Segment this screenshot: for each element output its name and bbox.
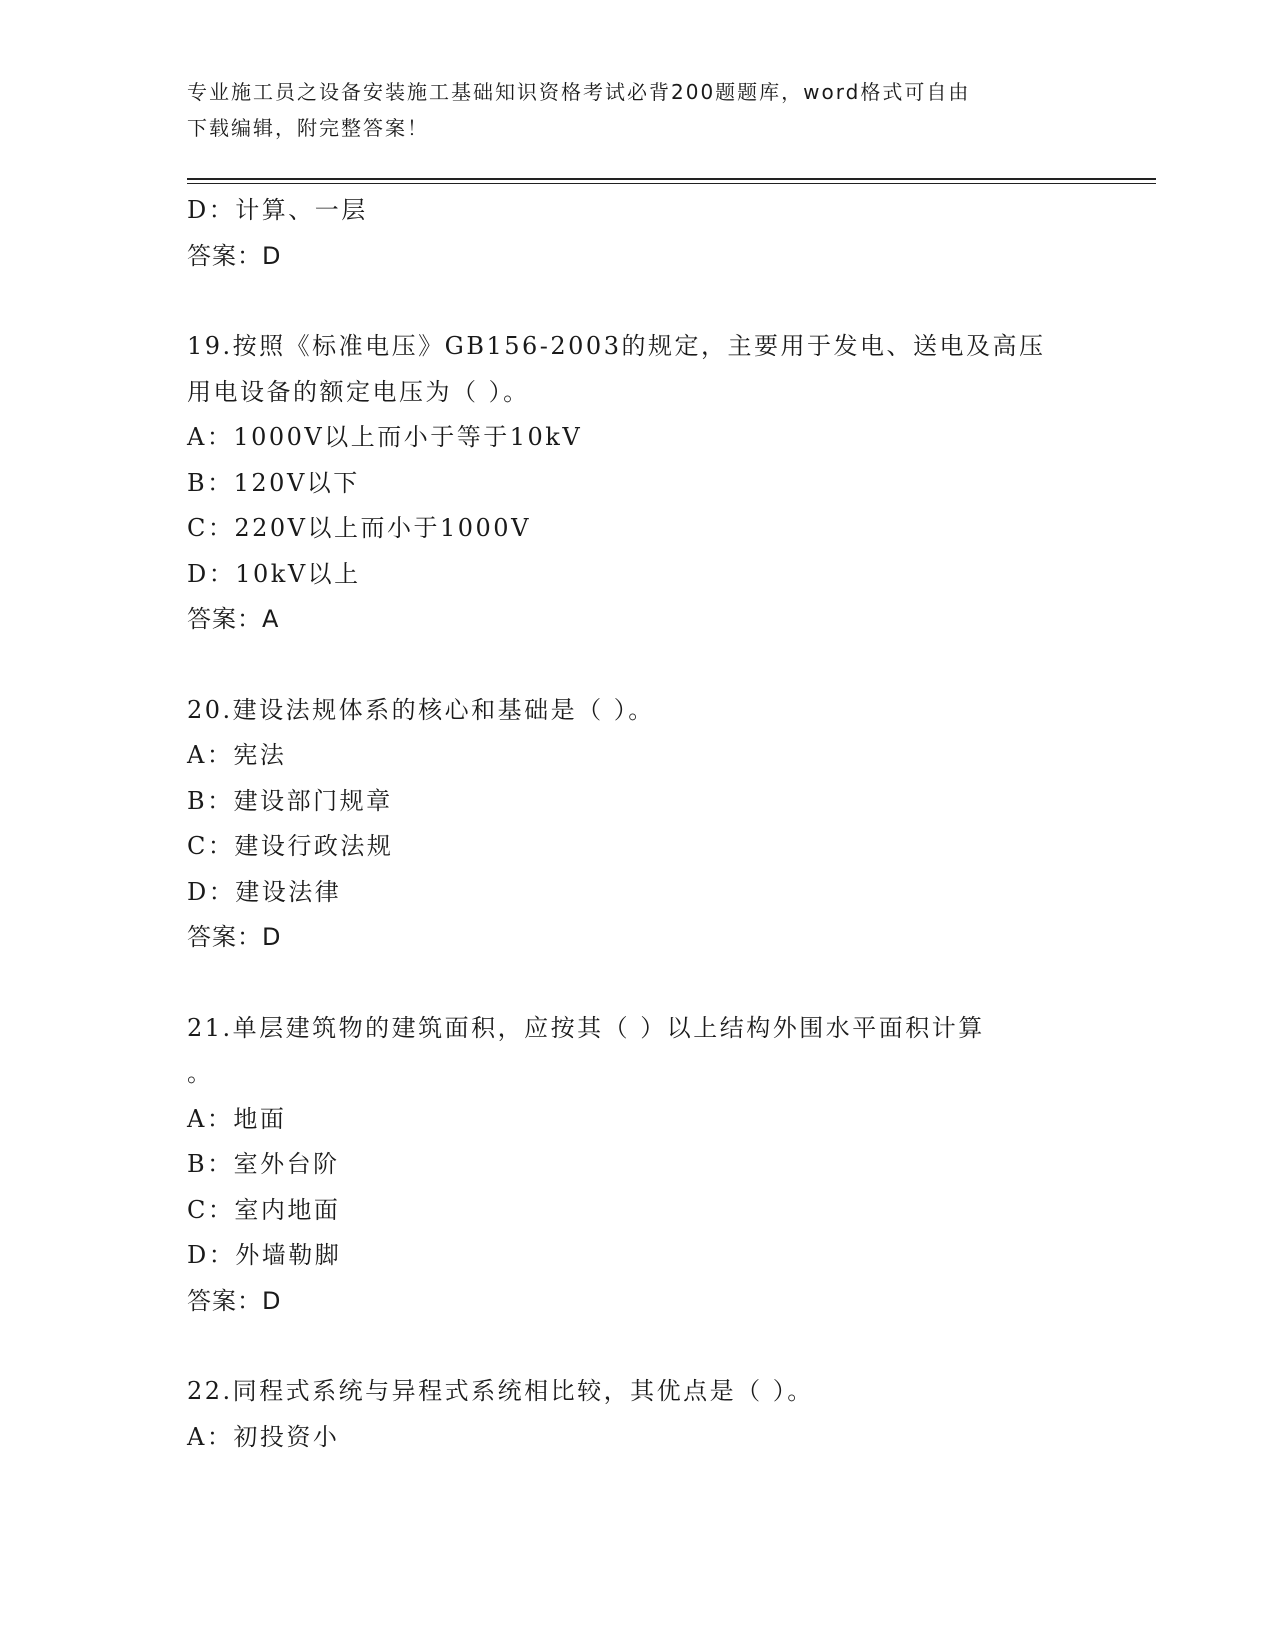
question-19 (187, 324, 1127, 643)
question-22 (187, 1369, 1127, 1460)
option-b: B：120V以下 (187, 468, 360, 497)
option-a: A：1000V以上而小于等于10kV (187, 423, 583, 451)
option-b: B：室外台阶 (187, 1150, 340, 1178)
question-stem-cont: 用电设备的额定电压为（ ）。 (187, 377, 530, 406)
q18-option-d: D：计算、一层 (187, 196, 368, 224)
answer: 答案：D (187, 923, 282, 951)
option-b: B：建设部门规章 (187, 786, 393, 815)
option-d: D：10kV以上 (187, 559, 361, 588)
document-header (187, 74, 1087, 146)
option-c: C：220V以上而小于1000V (187, 514, 531, 542)
option-c: C：建设行政法规 (187, 832, 394, 860)
question-stem: 19.按照《标准电压》GB156-2003的规定，主要用于发电、送电及高压 (187, 332, 1046, 360)
question-stem: 21.单层建筑物的建筑面积，应按其（ ）以上结构外围水平面积计算 (187, 1013, 985, 1042)
answer: 答案：D (187, 1286, 282, 1315)
question-21 (187, 1006, 1127, 1325)
option-a: A：初投资小 (187, 1422, 340, 1451)
q18-answer: 答案：D (187, 241, 282, 270)
option-a: A：宪法 (187, 741, 287, 769)
option-a: A：地面 (187, 1104, 287, 1133)
question-20 (187, 688, 1127, 961)
option-c: C：室内地面 (187, 1195, 341, 1224)
question-stem: 20.建设法规体系的核心和基础是（ ）。 (187, 695, 655, 724)
question-stem: 22.同程式系统与异程式系统相比较，其优点是（ ）。 (187, 1377, 814, 1405)
header-title-line-1: 专业施工员之设备安装施工基础知识资格考试必背200题题库，word格式可自由 (187, 80, 971, 104)
question-content (187, 188, 1127, 1460)
header-divider-thin (187, 183, 1156, 184)
answer: 答案：A (187, 605, 280, 633)
option-d: D：建设法律 (187, 877, 342, 906)
option-d: D：外墙勒脚 (187, 1241, 342, 1269)
question-stem-cont: 。 (187, 1059, 214, 1087)
header-divider-thick (187, 178, 1156, 180)
header-title-line-2: 下载编辑，附完整答案！ (187, 116, 429, 140)
